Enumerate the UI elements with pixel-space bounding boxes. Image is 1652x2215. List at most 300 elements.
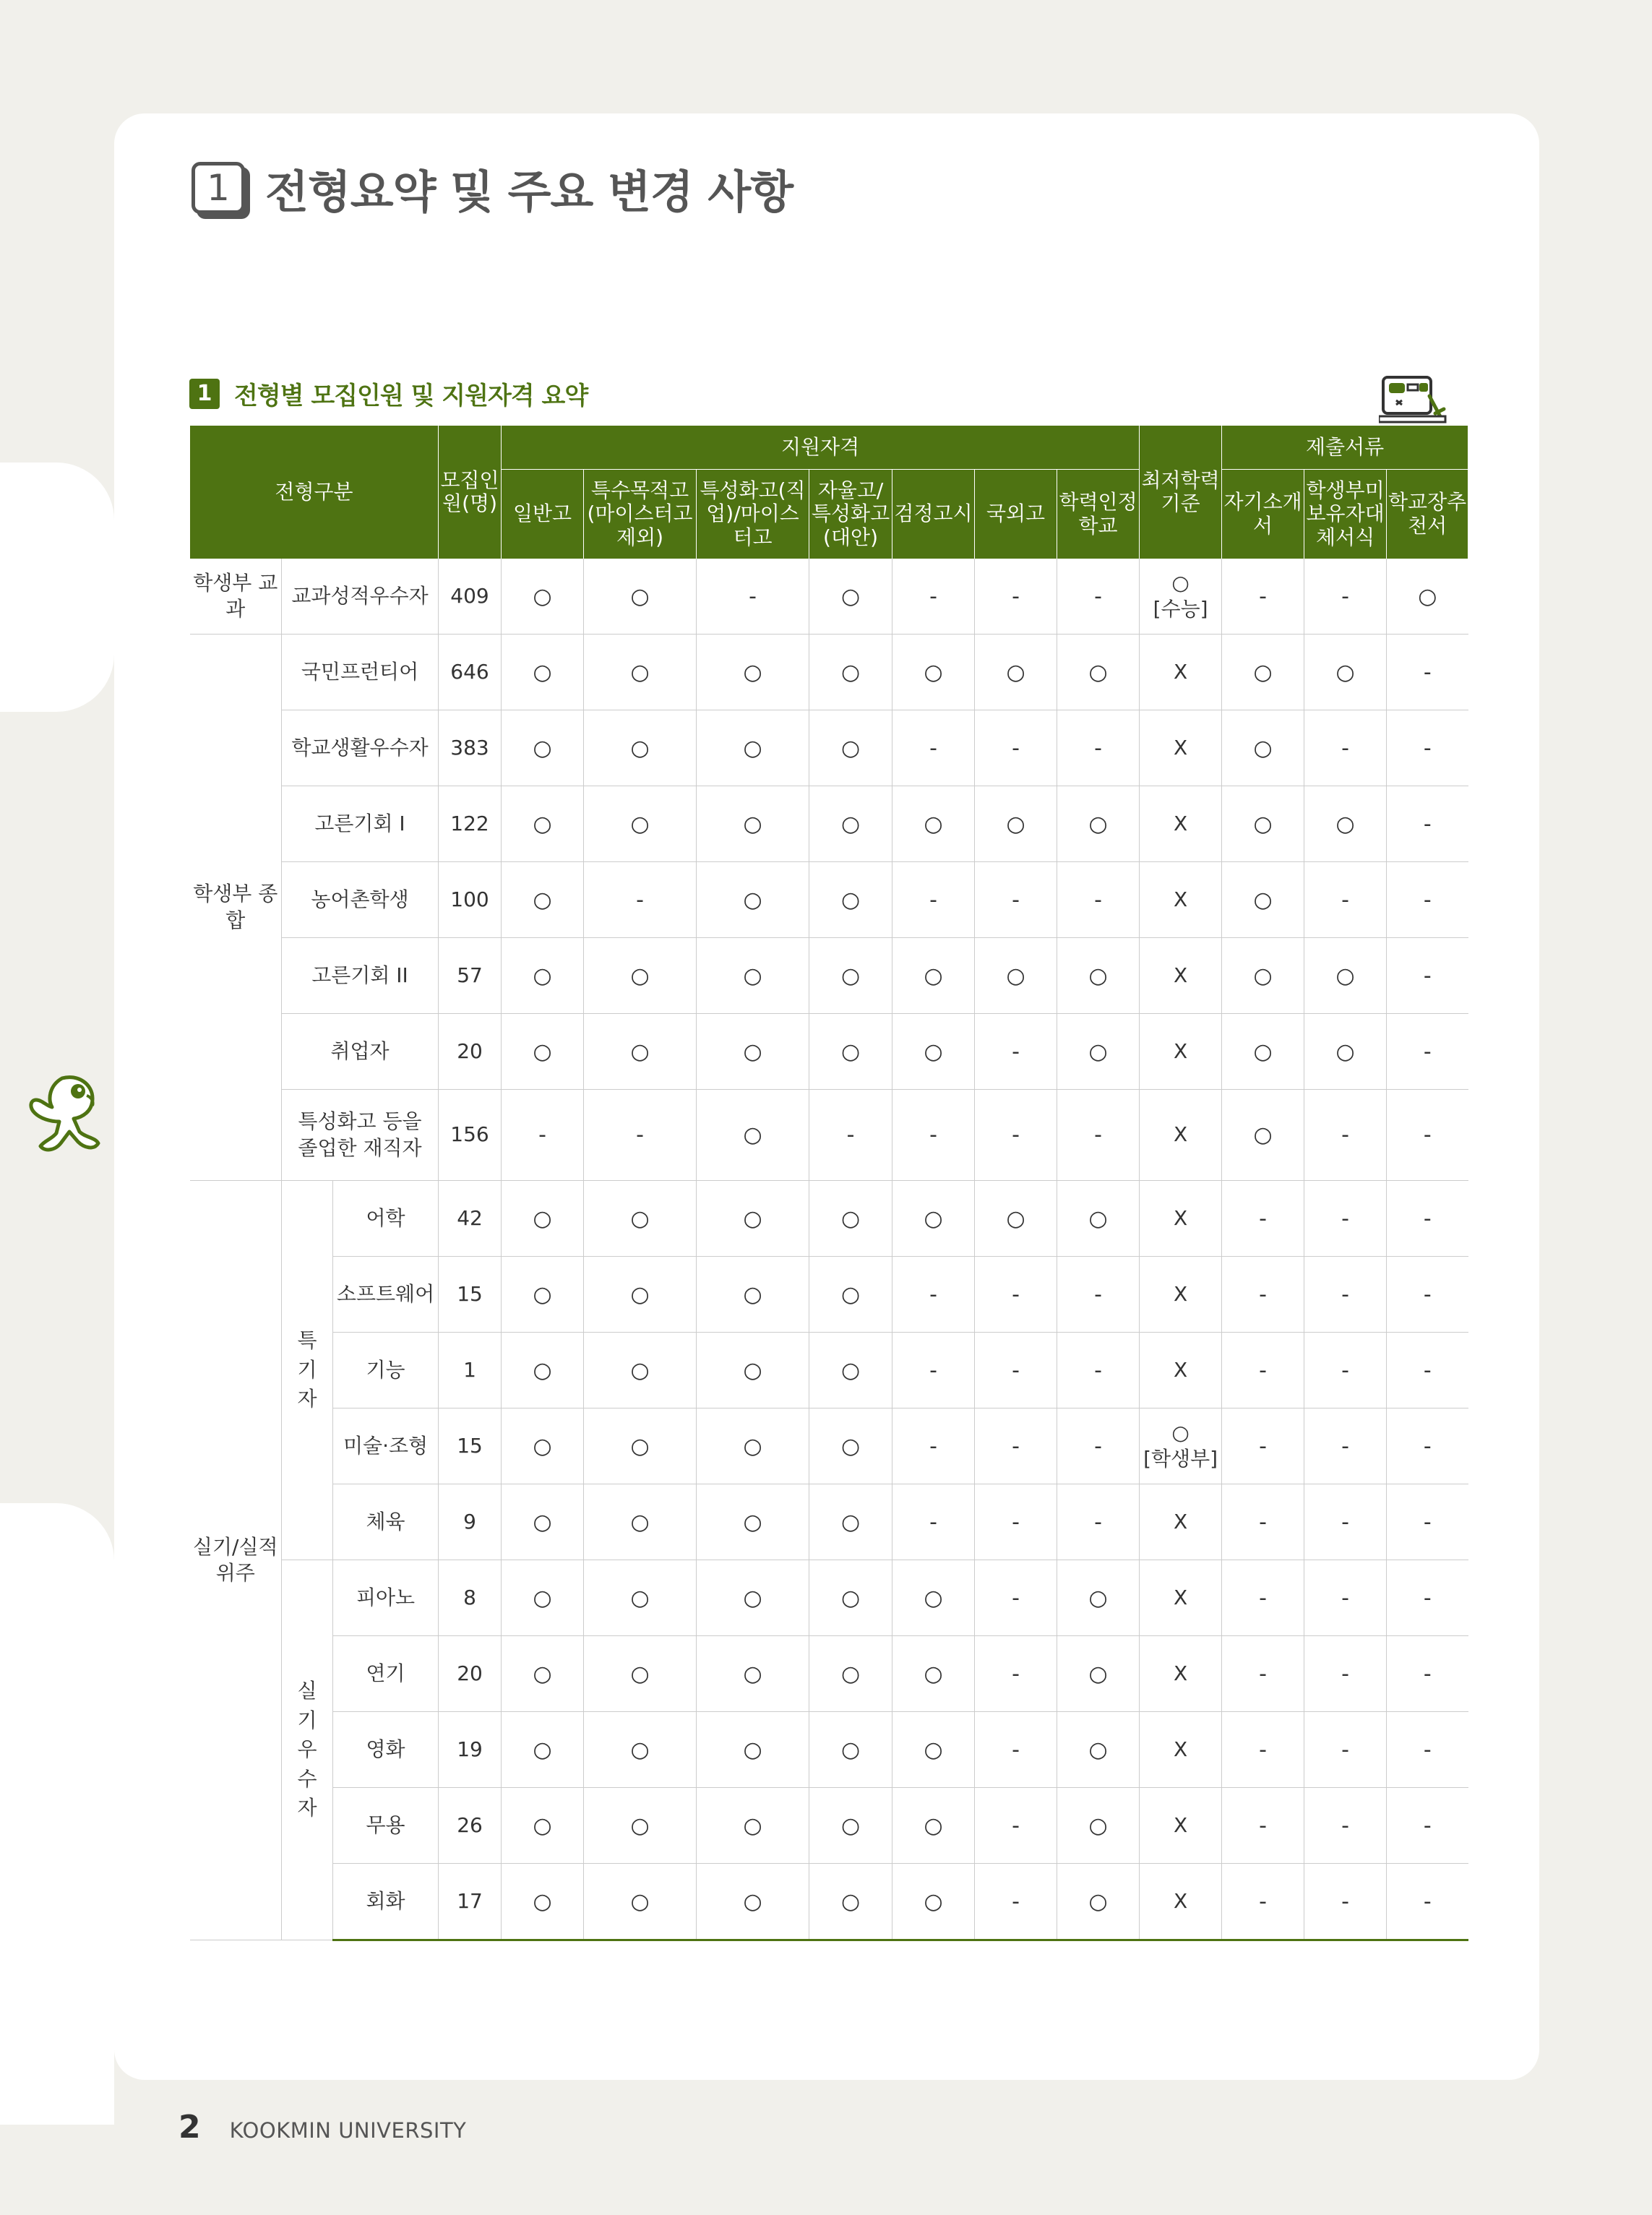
min-standard-cell [1140,1636,1222,1712]
recruit-count: 156 [439,1090,502,1181]
recruit-count: 15 [439,1257,502,1333]
min-standard-mark: X [1173,1812,1188,1837]
eligibility-mark: ○ [584,1864,697,1940]
eligibility-mark: ○ [809,1181,892,1257]
header-col-accredited: 학력인정학교 [1057,470,1140,559]
document-mark: - [1387,1090,1468,1181]
min-standard-mark: X [1173,1509,1188,1534]
table-row [190,1333,1468,1408]
eligibility-mark: ○ [809,1408,892,1484]
eligibility-mark: ○ [809,635,892,710]
min-standard-cell [1140,1181,1222,1257]
eligibility-mark: - [975,1712,1057,1788]
eligibility-mark: ○ [584,1484,697,1560]
document-mark: - [1222,1864,1304,1940]
eligibility-mark: ○ [892,635,975,710]
eligibility-mark: ○ [809,710,892,786]
category-cell: 학생부 교 과 [190,559,282,635]
document-mark: - [1304,1788,1387,1864]
document-mark: - [1387,1181,1468,1257]
eligibility-mark: ○ [502,1636,584,1712]
document-mark: - [1304,1864,1387,1940]
min-standard-cell [1140,1014,1222,1090]
track-name: 무용 [333,1788,439,1864]
min-standard-mark: X [1173,963,1188,987]
recruit-count: 122 [439,786,502,862]
document-mark: - [1304,1560,1387,1636]
eligibility-mark: ○ [975,938,1057,1014]
category-cell: 실기/실적 위주 [190,1181,282,1940]
table-row [190,635,1468,710]
recruit-count: 8 [439,1560,502,1636]
eligibility-mark: - [809,1090,892,1181]
eligibility-mark: ○ [697,1560,809,1636]
eligibility-mark: ○ [502,1408,584,1484]
header-col-self-intro: 자기소개서 [1222,470,1304,559]
eligibility-mark: - [975,1560,1057,1636]
side-tab-decoration-lower [0,1503,114,2125]
track-name: 미술·조형 [333,1408,439,1484]
eligibility-mark: ○ [975,1181,1057,1257]
header-eligibility: 지원자격 [502,426,1140,470]
eligibility-mark: ○ [584,1560,697,1636]
min-standard-mark: X [1173,1737,1188,1761]
table-row [190,710,1468,786]
eligibility-mark: ○ [697,938,809,1014]
eligibility-mark: ○ [584,635,697,710]
table-row [190,862,1468,938]
eligibility-mark: ○ [502,786,584,862]
document-mark: - [1222,1484,1304,1560]
document-mark: - [1304,1712,1387,1788]
document-mark: - [1222,1560,1304,1636]
computer-illustration-icon [1379,374,1448,428]
eligibility-mark: ○ [502,1257,584,1333]
category-cell: 학생부 종 합 [190,635,282,1181]
eligibility-mark: ○ [809,1560,892,1636]
eligibility-mark: - [892,1408,975,1484]
eligibility-mark: ○ [584,938,697,1014]
document-mark: - [1387,1636,1468,1712]
min-standard-note: [수능] [1153,597,1208,621]
document-mark: ○ [1222,635,1304,710]
table-row [190,1636,1468,1712]
eligibility-mark: ○ [809,938,892,1014]
min-standard-cell [1140,1090,1222,1181]
eligibility-mark: - [892,1484,975,1560]
eligibility-mark: - [1057,710,1140,786]
table-row [190,1864,1468,1940]
eligibility-mark: - [584,1090,697,1181]
table-row [190,1257,1468,1333]
min-standard-mark: X [1173,1661,1188,1685]
eligibility-mark: ○ [697,710,809,786]
track-name: 연기 [333,1636,439,1712]
eligibility-mark: ○ [502,862,584,938]
eligibility-mark: - [892,559,975,635]
eligibility-mark: ○ [809,1636,892,1712]
eligibility-mark: ○ [584,1014,697,1090]
header-documents: 제출서류 [1222,426,1468,470]
document-mark: - [1387,710,1468,786]
eligibility-mark: - [697,559,809,635]
document-mark: - [1387,1014,1468,1090]
track-name: 농어촌학생 [282,862,439,938]
document-mark: - [1222,1408,1304,1484]
document-mark: - [1304,1636,1387,1712]
document-mark: - [1387,1408,1468,1484]
min-standard-cell [1140,1484,1222,1560]
track-name: 학교생활우수자 [282,710,439,786]
document-mark: ○ [1222,710,1304,786]
eligibility-mark: - [975,1014,1057,1090]
header-col-alt-form: 학생부미보유자대체서식 [1304,470,1387,559]
header-row-1 [190,426,1468,470]
document-mark: - [1304,862,1387,938]
eligibility-mark: ○ [809,1257,892,1333]
header-col-special-purpose: 특수목적고(마이스터고 제외) [584,470,697,559]
min-standard-mark: X [1173,811,1188,835]
min-standard-mark: ○ [1171,570,1189,595]
table-row [190,1090,1468,1181]
eligibility-mark: ○ [1057,1864,1140,1940]
subcategory-cell [282,1181,333,1560]
eligibility-mark: - [1057,559,1140,635]
eligibility-mark: ○ [892,1864,975,1940]
eligibility-mark: ○ [892,786,975,862]
header-col-foreign: 국외고 [975,470,1057,559]
recruit-count: 26 [439,1788,502,1864]
document-mark: - [1304,1333,1387,1408]
min-standard-mark: X [1173,1357,1188,1382]
eligibility-mark: - [1057,1333,1140,1408]
eligibility-mark: - [892,710,975,786]
eligibility-mark: ○ [892,1560,975,1636]
document-mark: - [1387,1484,1468,1560]
eligibility-mark: - [892,1090,975,1181]
eligibility-mark: ○ [892,1712,975,1788]
eligibility-mark: - [975,1408,1057,1484]
document-mark: - [1387,1788,1468,1864]
eligibility-mark: ○ [697,862,809,938]
document-mark: ○ [1222,938,1304,1014]
table-row [190,938,1468,1014]
document-mark: - [1222,1257,1304,1333]
document-mark: ○ [1304,1014,1387,1090]
document-mark: - [1387,938,1468,1014]
eligibility-mark: - [975,710,1057,786]
min-standard-mark: X [1173,1122,1188,1147]
eligibility-mark: ○ [697,1181,809,1257]
min-standard-mark: ○ [1171,1420,1189,1445]
eligibility-mark: ○ [584,1408,697,1484]
eligibility-mark: ○ [697,1636,809,1712]
document-mark: ○ [1222,1090,1304,1181]
document-mark: - [1222,1333,1304,1408]
recruit-count: 100 [439,862,502,938]
table-row [190,1181,1468,1257]
eligibility-mark: ○ [809,559,892,635]
min-standard-cell [1140,786,1222,862]
eligibility-mark: ○ [892,1788,975,1864]
document-mark: - [1304,1408,1387,1484]
eligibility-mark: ○ [502,1484,584,1560]
eligibility-mark: ○ [697,1484,809,1560]
document-mark: ○ [1304,786,1387,862]
document-mark: - [1304,710,1387,786]
eligibility-mark: - [892,1257,975,1333]
document-mark: - [1222,559,1304,635]
eligibility-mark: ○ [697,1014,809,1090]
header-type: 전형구분 [190,426,439,559]
table-row [190,1484,1468,1560]
eligibility-mark: ○ [697,1257,809,1333]
eligibility-mark: - [1057,1090,1140,1181]
min-standard-mark: X [1173,1888,1188,1913]
subcategory-label: 특기자 [297,1328,317,1411]
eligibility-mark: ○ [697,1712,809,1788]
track-name: 고른기회 II [282,938,439,1014]
document-mark: - [1304,1257,1387,1333]
eligibility-mark: ○ [809,1864,892,1940]
eligibility-mark: ○ [502,1712,584,1788]
eligibility-mark: ○ [502,559,584,635]
min-standard-cell [1140,862,1222,938]
header-count: 모집인원(명) [439,426,502,559]
header-col-principal-rec: 학교장추천서 [1387,470,1468,559]
document-mark: - [1387,1864,1468,1940]
table-row [190,1408,1468,1484]
section-number-badge: 1 [192,162,245,214]
recruit-count: 383 [439,710,502,786]
eligibility-mark: ○ [809,1788,892,1864]
eligibility-mark: - [502,1090,584,1181]
eligibility-mark: ○ [584,559,697,635]
eligibility-mark: ○ [697,635,809,710]
eligibility-mark: ○ [697,1408,809,1484]
eligibility-mark: ○ [1057,1788,1140,1864]
track-name: 피아노 [333,1560,439,1636]
admission-summary-table [189,426,1468,1941]
eligibility-mark: ○ [584,786,697,862]
eligibility-mark: ○ [502,1014,584,1090]
eligibility-mark: ○ [502,1560,584,1636]
min-standard-cell [1140,938,1222,1014]
eligibility-mark: - [975,1864,1057,1940]
document-mark: - [1222,1181,1304,1257]
subcategory-label: 실기우수자 [297,1679,317,1820]
document-mark: - [1222,1788,1304,1864]
table-row [190,1014,1468,1090]
eligibility-mark: ○ [975,635,1057,710]
eligibility-mark: ○ [892,1181,975,1257]
table-row [190,786,1468,862]
track-name: 취업자 [282,1014,439,1090]
table-row [190,1712,1468,1788]
track-name: 특성화고 등을 졸업한 재직자 [282,1090,439,1181]
header-col-ged: 검정고시 [892,470,975,559]
eligibility-mark: ○ [892,1014,975,1090]
document-mark: - [1304,1181,1387,1257]
min-standard-mark: X [1173,1038,1188,1063]
eligibility-mark: ○ [809,862,892,938]
document-mark: - [1304,1090,1387,1181]
eligibility-mark: ○ [584,1788,697,1864]
document-mark: ○ [1222,786,1304,862]
recruit-count: 57 [439,938,502,1014]
eligibility-mark: ○ [697,1864,809,1940]
eligibility-mark: ○ [502,1864,584,1940]
subsection-number-badge: 1 [189,379,220,409]
track-name: 교과성적우수자 [282,559,439,635]
track-name: 영화 [333,1712,439,1788]
recruit-count: 9 [439,1484,502,1560]
min-standard-note: [학생부] [1143,1447,1218,1471]
eligibility-mark: ○ [809,1712,892,1788]
page-title: 전형요약 및 주요 변경 사항 [265,165,793,218]
recruit-count: 20 [439,1636,502,1712]
min-standard-cell [1140,1864,1222,1940]
eligibility-mark: ○ [584,1636,697,1712]
track-name: 고른기회 I [282,786,439,862]
recruit-count: 15 [439,1408,502,1484]
eligibility-mark: ○ [892,1636,975,1712]
min-standard-mark: X [1173,1205,1188,1230]
recruit-count: 646 [439,635,502,710]
eligibility-mark: ○ [502,938,584,1014]
min-standard-mark: X [1173,735,1188,760]
footer-brand: KOOKMIN UNIVERSITY [229,2118,467,2143]
eligibility-mark: ○ [1057,1712,1140,1788]
eligibility-mark: - [1057,1484,1140,1560]
track-name: 국민프런티어 [282,635,439,710]
eligibility-mark: - [975,1484,1057,1560]
document-mark: ○ [1222,862,1304,938]
eligibility-mark: - [975,1257,1057,1333]
header-col-general: 일반고 [502,470,584,559]
track-name: 기능 [333,1333,439,1408]
eligibility-mark: ○ [1057,1560,1140,1636]
min-standard-cell [1140,1257,1222,1333]
header-min-standard: 최저학력기준 [1140,426,1222,559]
min-standard-cell [1140,710,1222,786]
eligibility-mark: ○ [809,1333,892,1408]
eligibility-mark: - [1057,1408,1140,1484]
eligibility-mark: ○ [1057,938,1140,1014]
eligibility-mark: - [584,862,697,938]
recruit-count: 409 [439,559,502,635]
min-standard-mark: X [1173,887,1188,911]
track-name: 회화 [333,1864,439,1940]
table-row [190,1560,1468,1636]
eligibility-mark: - [975,559,1057,635]
min-standard-cell [1140,1560,1222,1636]
eligibility-mark: ○ [697,786,809,862]
eligibility-mark: ○ [502,1788,584,1864]
eligibility-mark: ○ [1057,786,1140,862]
eligibility-mark: ○ [584,1333,697,1408]
document-mark: - [1387,1257,1468,1333]
eligibility-mark: ○ [1057,1014,1140,1090]
page-footer [178,2109,466,2146]
eligibility-mark: ○ [502,1333,584,1408]
table-row [190,559,1468,635]
eligibility-mark: ○ [1057,635,1140,710]
min-standard-mark: X [1173,659,1188,684]
eligibility-mark: ○ [584,1257,697,1333]
document-mark: - [1387,635,1468,710]
eligibility-mark: ○ [697,1788,809,1864]
document-mark: ○ [1387,559,1468,635]
min-standard-cell [1140,1788,1222,1864]
eligibility-mark: - [975,1636,1057,1712]
recruit-count: 17 [439,1864,502,1940]
eligibility-mark: ○ [1057,1636,1140,1712]
document-mark: - [1387,862,1468,938]
document-mark: ○ [1304,635,1387,710]
subsection-header [189,376,588,411]
track-name: 체육 [333,1484,439,1560]
eligibility-mark: ○ [809,1014,892,1090]
eligibility-mark: ○ [697,1090,809,1181]
subsection-title: 전형별 모집인원 및 지원자격 요약 [234,382,588,410]
eligibility-mark: ○ [892,938,975,1014]
eligibility-mark: - [975,862,1057,938]
document-mark: - [1387,1560,1468,1636]
eligibility-mark: - [1057,862,1140,938]
recruit-count: 42 [439,1181,502,1257]
min-standard-mark: X [1173,1585,1188,1609]
side-tab-decoration [0,463,114,712]
eligibility-mark: - [975,1090,1057,1181]
header-col-vocational: 특성화고(직업)/마이스터고 [697,470,809,559]
document-mark: - [1222,1712,1304,1788]
document-mark: - [1304,559,1387,635]
min-standard-cell [1140,1712,1222,1788]
eligibility-mark: - [892,862,975,938]
document-mark: - [1304,1484,1387,1560]
document-mark: ○ [1222,1014,1304,1090]
mascot-icon [26,1071,110,1158]
page-number: 2 [178,2109,201,2146]
eligibility-mark: - [892,1333,975,1408]
min-standard-cell [1140,1408,1222,1484]
eligibility-mark: ○ [975,786,1057,862]
eligibility-mark: ○ [584,710,697,786]
eligibility-mark: ○ [502,710,584,786]
eligibility-mark: - [975,1333,1057,1408]
eligibility-mark: ○ [502,1181,584,1257]
eligibility-mark: - [975,1788,1057,1864]
eligibility-mark: - [1057,1257,1140,1333]
track-name: 어학 [333,1181,439,1257]
recruit-count: 19 [439,1712,502,1788]
recruit-count: 20 [439,1014,502,1090]
eligibility-mark: ○ [809,786,892,862]
document-mark: - [1222,1636,1304,1712]
min-standard-cell [1140,1333,1222,1408]
document-mark: - [1387,1333,1468,1408]
eligibility-mark: ○ [584,1181,697,1257]
document-mark: - [1387,1712,1468,1788]
section-header [192,155,793,220]
min-standard-mark: X [1173,1281,1188,1306]
document-mark: - [1387,786,1468,862]
header-col-autonomous: 자율고/특성화고(대안) [809,470,892,559]
eligibility-mark: ○ [809,1484,892,1560]
track-name: 소프트웨어 [333,1257,439,1333]
min-standard-cell [1140,559,1222,635]
